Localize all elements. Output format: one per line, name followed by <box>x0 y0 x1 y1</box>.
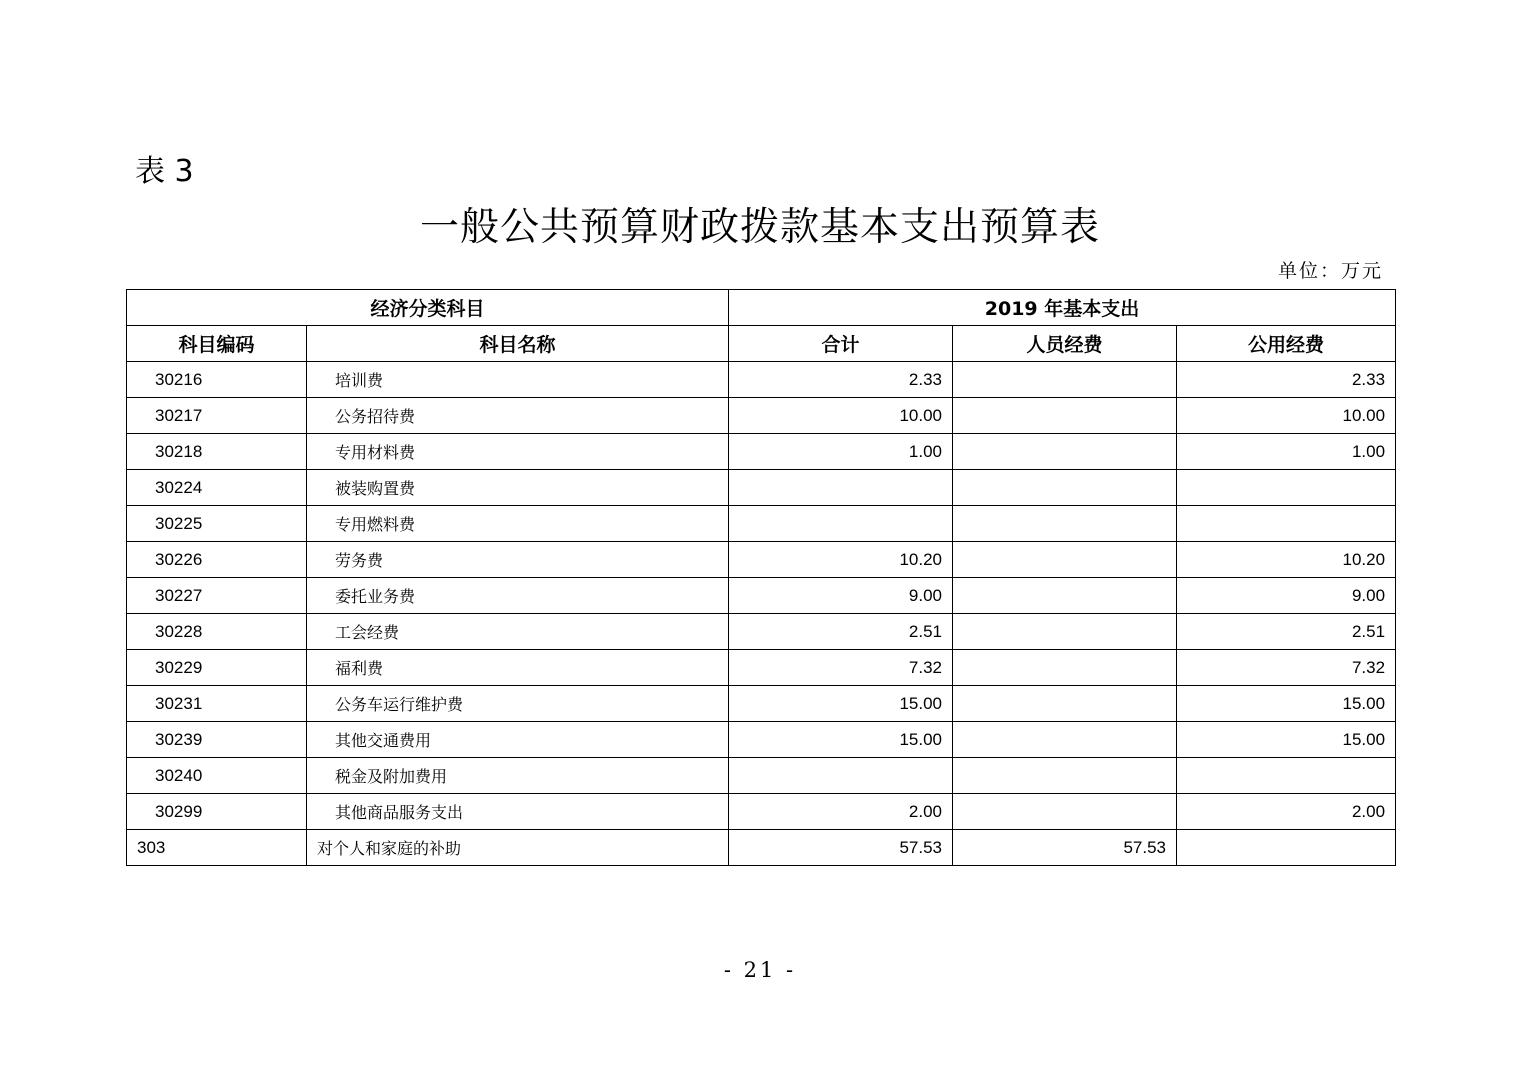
cell-name: 培训费 <box>307 362 729 398</box>
cell-name: 公务车运行维护费 <box>307 686 729 722</box>
cell-name: 对个人和家庭的补助 <box>307 830 729 866</box>
cell-total: 1.00 <box>729 434 953 470</box>
cell-total: 2.51 <box>729 614 953 650</box>
header-group-row <box>127 290 1396 326</box>
cell-name: 税金及附加费用 <box>307 758 729 794</box>
cell-name: 被装购置费 <box>307 470 729 506</box>
cell-name: 公务招待费 <box>307 398 729 434</box>
cell-name: 工会经费 <box>307 614 729 650</box>
table-body <box>127 362 1396 866</box>
cell-personnel: 57.53 <box>953 830 1177 866</box>
cell-personnel <box>953 722 1177 758</box>
cell-public <box>1177 758 1396 794</box>
col-header-public: 公用经费 <box>1177 326 1396 362</box>
budget-table <box>126 289 1396 866</box>
cell-total: 9.00 <box>729 578 953 614</box>
table-row <box>127 434 1396 470</box>
cell-code: 30218 <box>127 434 307 470</box>
cell-public: 15.00 <box>1177 686 1396 722</box>
cell-total <box>729 470 953 506</box>
cell-code: 30299 <box>127 794 307 830</box>
col-header-code: 科目编码 <box>127 326 307 362</box>
cell-name: 其他商品服务支出 <box>307 794 729 830</box>
table-row <box>127 362 1396 398</box>
table-row <box>127 650 1396 686</box>
cell-public: 9.00 <box>1177 578 1396 614</box>
header-column-row <box>127 326 1396 362</box>
table-row <box>127 470 1396 506</box>
cell-public: 1.00 <box>1177 434 1396 470</box>
cell-public: 2.00 <box>1177 794 1396 830</box>
cell-name: 福利费 <box>307 650 729 686</box>
cell-total: 57.53 <box>729 830 953 866</box>
cell-public: 2.33 <box>1177 362 1396 398</box>
cell-name: 劳务费 <box>307 542 729 578</box>
cell-total: 2.33 <box>729 362 953 398</box>
table-row <box>127 578 1396 614</box>
cell-personnel <box>953 650 1177 686</box>
cell-name: 专用燃料费 <box>307 506 729 542</box>
cell-personnel <box>953 398 1177 434</box>
cell-code: 30239 <box>127 722 307 758</box>
col-header-name: 科目名称 <box>307 326 729 362</box>
cell-total: 10.00 <box>729 398 953 434</box>
cell-personnel <box>953 758 1177 794</box>
cell-public: 2.51 <box>1177 614 1396 650</box>
cell-personnel <box>953 470 1177 506</box>
cell-personnel <box>953 362 1177 398</box>
cell-code: 30226 <box>127 542 307 578</box>
cell-personnel <box>953 614 1177 650</box>
col-header-personnel: 人员经费 <box>953 326 1177 362</box>
table-row <box>127 758 1396 794</box>
cell-name: 委托业务费 <box>307 578 729 614</box>
cell-personnel <box>953 506 1177 542</box>
cell-code: 30240 <box>127 758 307 794</box>
cell-public: 10.00 <box>1177 398 1396 434</box>
unit-label: 单位：万元 <box>1277 260 1383 282</box>
cell-total: 10.20 <box>729 542 953 578</box>
cell-public: 15.00 <box>1177 722 1396 758</box>
cell-total: 2.00 <box>729 794 953 830</box>
cell-name: 其他交通费用 <box>307 722 729 758</box>
cell-personnel <box>953 794 1177 830</box>
table-row <box>127 686 1396 722</box>
table-row <box>127 506 1396 542</box>
table-label: 表 3 <box>135 154 194 189</box>
table-row <box>127 614 1396 650</box>
page-number: - 21 - <box>723 958 797 982</box>
cell-code: 30216 <box>127 362 307 398</box>
table-row <box>127 542 1396 578</box>
table-row <box>127 398 1396 434</box>
cell-code: 30227 <box>127 578 307 614</box>
cell-code: 30231 <box>127 686 307 722</box>
cell-total: 15.00 <box>729 722 953 758</box>
cell-personnel <box>953 542 1177 578</box>
document-title: 一般公共预算财政拨款基本支出预算表 <box>419 205 1100 250</box>
cell-personnel <box>953 686 1177 722</box>
cell-code: 30225 <box>127 506 307 542</box>
table-row <box>127 794 1396 830</box>
header-basic-expenditure: 2019 年基本支出 <box>729 290 1396 326</box>
header-economic-category: 经济分类科目 <box>127 290 729 326</box>
cell-total <box>729 758 953 794</box>
cell-public: 7.32 <box>1177 650 1396 686</box>
cell-total: 15.00 <box>729 686 953 722</box>
cell-code: 30224 <box>127 470 307 506</box>
col-header-total: 合计 <box>729 326 953 362</box>
cell-public <box>1177 506 1396 542</box>
cell-total <box>729 506 953 542</box>
cell-public <box>1177 470 1396 506</box>
cell-public <box>1177 830 1396 866</box>
cell-personnel <box>953 578 1177 614</box>
cell-code: 30228 <box>127 614 307 650</box>
cell-personnel <box>953 434 1177 470</box>
cell-public: 10.20 <box>1177 542 1396 578</box>
cell-code: 30229 <box>127 650 307 686</box>
table-row <box>127 830 1396 866</box>
cell-code: 30217 <box>127 398 307 434</box>
cell-name: 专用材料费 <box>307 434 729 470</box>
table-row <box>127 722 1396 758</box>
cell-total: 7.32 <box>729 650 953 686</box>
cell-code: 303 <box>127 830 307 866</box>
